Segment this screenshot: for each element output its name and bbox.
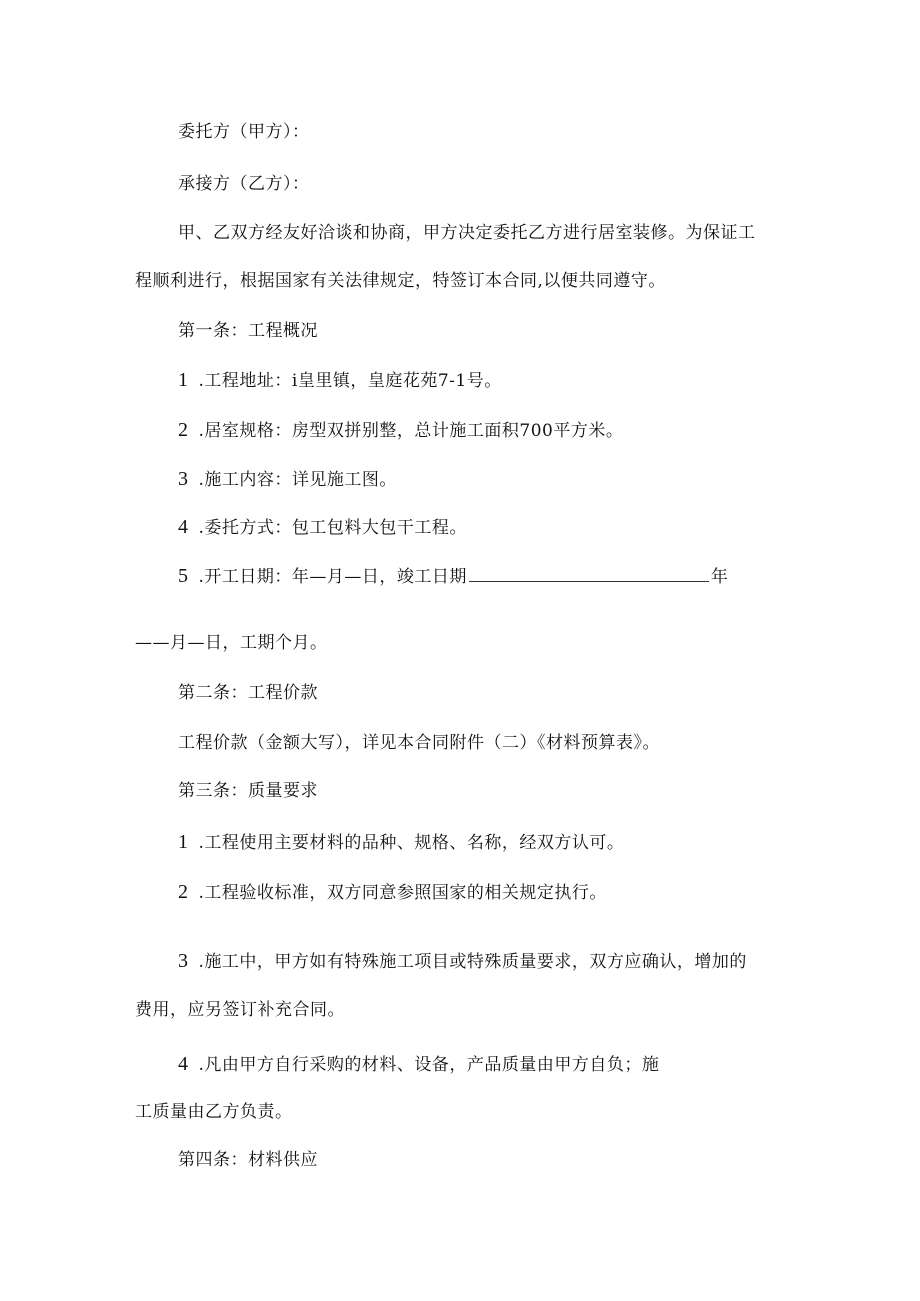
article2-heading: 第二条：工程价款 bbox=[178, 683, 318, 703]
item-number: 1 bbox=[178, 369, 189, 391]
item-text: .施工中，甲方如有特殊施工项目或特殊质量要求，双方应确认，增加的 bbox=[198, 952, 747, 972]
item-number: 1 bbox=[178, 831, 189, 853]
article1-item-2 bbox=[178, 419, 623, 442]
item-text: .凡由甲方自行采购的材料、设备，产品质量由甲方自负；施 bbox=[198, 1055, 660, 1075]
article3-item-1 bbox=[178, 831, 624, 854]
article2-body: 工程价款（金额大写），详见本合同附件（二）《材料预算表》。 bbox=[178, 733, 660, 753]
item-number: 2 bbox=[178, 419, 189, 441]
item-number: 3 bbox=[178, 468, 189, 490]
item-text: .工程地址：i皇里镇，皇庭花苑7-1号。 bbox=[198, 371, 502, 391]
fill-in-blank bbox=[469, 580, 709, 582]
article3-item-2 bbox=[178, 881, 607, 904]
item-text: .施工内容：详见施工图。 bbox=[198, 470, 397, 490]
article3-item-4-continued: 工质量由乙方负责。 bbox=[135, 1102, 293, 1122]
item-text: .委托方式：包工包料大包干工程。 bbox=[198, 518, 467, 538]
intro-paragraph-line1: 甲、乙双方经友好洽谈和协商，甲方决定委托乙方进行居室装修。为保证工 bbox=[178, 223, 756, 243]
article3-item-4 bbox=[178, 1053, 659, 1076]
item-number: 4 bbox=[178, 1053, 189, 1075]
client-line: 委托方（甲方）： bbox=[178, 122, 310, 142]
intro-paragraph-line2: 程顺利进行，根据国家有关法律规定，特签订本合同,以便共同遵守。 bbox=[135, 271, 666, 291]
item-tail: 年 bbox=[710, 567, 729, 587]
item-text: .居室规格：房型双拼别整，总计施工面积700平方米。 bbox=[198, 421, 624, 441]
item-text: .工程验收标准，双方同意参照国家的相关规定执行。 bbox=[198, 883, 607, 903]
item-number: 2 bbox=[178, 881, 189, 903]
article3-heading: 第三条：质量要求 bbox=[178, 781, 318, 801]
article1-item-5-continued: ——月—日，工期个月。 bbox=[135, 633, 328, 653]
article1-item-3 bbox=[178, 468, 397, 491]
article1-heading: 第一条：工程概况 bbox=[178, 321, 318, 341]
item-number: 5 bbox=[178, 565, 189, 587]
article3-item-3-continued: 费用，应另签订补充合同。 bbox=[135, 1000, 345, 1020]
article1-item-4 bbox=[178, 516, 467, 539]
article1-item-1 bbox=[178, 369, 502, 392]
item-number: 3 bbox=[178, 950, 189, 972]
article4-heading: 第四条：材料供应 bbox=[178, 1150, 318, 1170]
item-text: .开工日期：年—月—日，竣工日期 bbox=[198, 567, 467, 587]
contractor-line: 承接方（乙方）： bbox=[178, 174, 310, 194]
item-text: .工程使用主要材料的品种、规格、名称，经双方认可。 bbox=[198, 833, 625, 853]
article3-item-3 bbox=[178, 950, 747, 973]
article1-item-5 bbox=[178, 565, 728, 588]
item-number: 4 bbox=[178, 516, 189, 538]
